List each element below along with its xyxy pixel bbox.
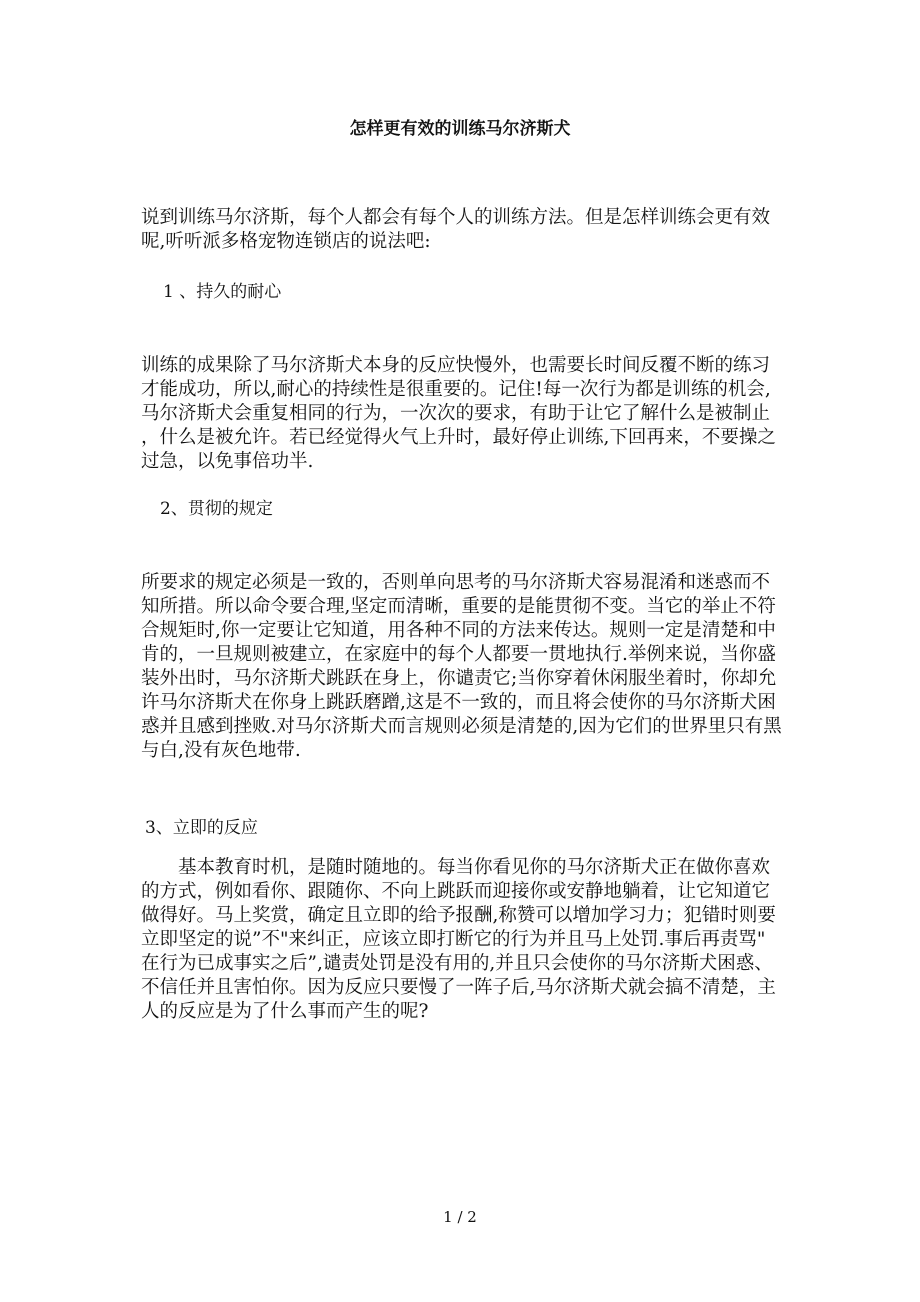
intro-paragraph: [141, 206, 791, 254]
section-heading: 2、贯彻的规定: [160, 499, 273, 519]
text-line: 人的反应是为了什么事而产生的呢?: [141, 1001, 429, 1022]
text-line: 呢,听听派多格宠物连锁店的说法吧:: [141, 231, 431, 252]
section-paragraph: [141, 354, 791, 474]
text-line: 在行为已成事实之后”,谴责处罚是没有用的,并且只会使你的马尔济斯犬困惑、: [141, 953, 773, 974]
section-paragraph: [141, 571, 791, 763]
text-line: 说到训练马尔济斯，每个人都会有每个人的训练方法。但是怎样训练会更有效: [141, 207, 771, 228]
text-line: 不信任并且害怕你。因为反应只要慢了一阵子后,马尔济斯犬就会搞不清楚，主: [141, 977, 776, 998]
text-line: 马尔济斯犬会重复相同的行为，一次次的要求，有助于让它了解什么是被制止: [141, 403, 771, 424]
text-line: 知所措。所以命令要合理,坚定而清晰，重要的是能贯彻不变。当它的举止不符: [141, 596, 776, 617]
text-line: 训练的成果除了马尔济斯犬本身的反应快慢外，也需要长时间反覆不断的练习: [141, 355, 771, 376]
text-line: 与白,没有灰色地带.: [141, 740, 301, 761]
text-line: 才能成功，所以,耐心的持续性是很重要的。记住!每一次行为都是训练的机会,: [141, 379, 771, 400]
text-line: ，什么是被允许。若已经觉得火气上升时，最好停止训练,下回再来，不要操之: [141, 427, 776, 448]
text-line: 许马尔济斯犬在你身上跳跃磨蹭,这是不一致的，而且将会使你的马尔济斯犬困: [141, 692, 776, 713]
text-line: 肯的，一旦规则被建立，在家庭中的每个人都要一贯地执行.举例来说，当你盛: [141, 644, 776, 665]
text-line: 合规矩时,你一定要让它知道，用各种不同的方法来传达。规则一定是清楚和中: [141, 620, 776, 641]
document-title: 怎样更有效的训练马尔济斯犬: [349, 119, 571, 139]
section-heading: 1 、持久的耐心: [163, 282, 282, 302]
text-line: 基本教育时机，是随时随地的。每当你看见你的马尔济斯犬正在做你喜欢: [141, 857, 771, 878]
text-line: 过急，以免事倍功半.: [141, 451, 314, 472]
section-heading: 3、立即的反应: [145, 818, 258, 838]
text-line: 所要求的规定必须是一致的，否则单向思考的马尔济斯犬容易混淆和迷惑而不: [141, 572, 771, 593]
text-line: 装外出时，马尔济斯犬跳跃在身上，你谴责它;当你穿着休闲服坐着时，你却允: [141, 668, 777, 689]
text-line: 的方式，例如看你、跟随你、不向上跳跃而迎接你或安静地躺着，让它知道它: [141, 881, 771, 902]
text-line: 做得好。马上奖赏，确定且立即的给予报酬,称赞可以增加学习力；犯错时则要: [141, 905, 776, 926]
page-number: 1 / 2: [443, 1208, 477, 1226]
text-line: 惑并且感到挫败.对马尔济斯犬而言规则必须是清楚的,因为它们的世界里只有黑: [141, 716, 782, 737]
section-paragraph: [141, 856, 791, 1024]
text-line: 立即坚定的说”不"来纠正，应该立即打断它的行为并且马上处罚.事后再责骂": [141, 929, 766, 950]
